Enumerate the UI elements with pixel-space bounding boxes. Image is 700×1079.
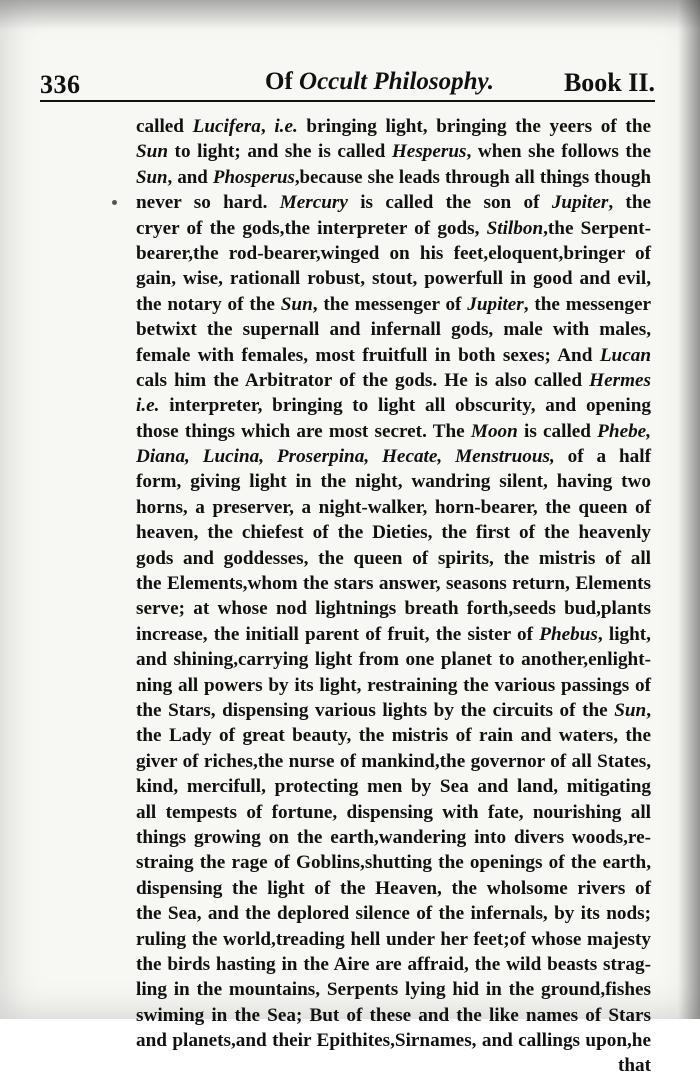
- marginal-mark: [112, 200, 117, 205]
- text-line: [136, 495, 651, 520]
- text-line: [136, 1053, 651, 1078]
- text-run: , and: [167, 166, 213, 188]
- text-line: [136, 139, 651, 164]
- text-run: is called: [517, 420, 598, 442]
- text-run: and planets,and their Epithites,Sirnames, and callings upon,he: [136, 1030, 651, 1052]
- page-gutter-shadow: [678, 0, 700, 1019]
- text-line: [136, 190, 651, 215]
- body-text: [136, 114, 651, 1079]
- text-run: called: [136, 116, 193, 137]
- italic-run: Phosperus: [212, 166, 295, 188]
- text-run: things growing on the earth,wandering into divers woods,re-: [136, 826, 651, 848]
- italic-run: Hermes: [589, 369, 651, 391]
- text-run: the notary of the: [136, 293, 281, 315]
- header-rule: [40, 100, 655, 102]
- text-line: [136, 825, 651, 850]
- italic-run: Jupiter: [467, 293, 524, 315]
- italic-run: i.e.: [136, 395, 160, 417]
- text-line: [136, 952, 651, 977]
- text-run: bearer,the rod-bearer,winged on his feet,eloquent,bringer of: [136, 242, 651, 264]
- text-run: swiming in the Sea; But of these and the like names of Stars: [136, 1004, 651, 1026]
- text-line: [136, 469, 651, 494]
- text-line: [136, 596, 651, 621]
- text-run: gain, wise, rationall robust, stout, powerfull in good and evil,: [136, 268, 651, 290]
- text-run: female with females, most fruitfull in both sexes; And: [136, 344, 600, 366]
- text-line: [136, 774, 651, 799]
- italic-run: Sun: [614, 699, 647, 721]
- text-line: [136, 749, 651, 774]
- text-run: that: [617, 1055, 651, 1077]
- text-line: [136, 520, 651, 545]
- text-run: to light; and she is called: [168, 141, 392, 163]
- italic-run: Moon: [470, 420, 518, 442]
- text-run: the Stars, dispensing various lights by the circuits of the: [136, 699, 615, 721]
- text-line: [136, 292, 651, 317]
- text-run: gods and goddesses, the queen of spirits, the mistris of all: [136, 547, 651, 569]
- text-line: [136, 977, 651, 1002]
- italic-run: Stilbon: [486, 217, 544, 239]
- text-run: betwixt the supernall and infernall gods, male with males,: [136, 319, 651, 341]
- text-run: , light,: [597, 623, 651, 645]
- text-run: the Lady of great beauty, the mistris of rain and waters, the: [136, 725, 651, 747]
- text-run: ,: [260, 116, 275, 137]
- text-run: , the messenger of: [312, 293, 468, 315]
- text-line: [136, 622, 651, 647]
- text-line: [136, 343, 651, 368]
- italic-run: Phebe,: [597, 420, 651, 442]
- text-line: [136, 647, 651, 672]
- text-run: cals him the Arbitrator of the gods. He is also called: [136, 369, 590, 391]
- text-run: ruling the world,treading hell under her feet;of whose majesty: [136, 928, 651, 950]
- text-line: [136, 165, 651, 190]
- text-run: serve; at whose nod lightnings breath forth,seeds bud,plants: [136, 598, 651, 620]
- text-run: interpreter, bringing to light all obscurity, and opening: [159, 395, 651, 417]
- page-number: 336: [40, 70, 81, 99]
- text-line: [136, 266, 651, 291]
- text-line: [136, 216, 651, 241]
- text-line: [136, 927, 651, 952]
- text-line: [136, 444, 651, 469]
- text-run: the Elements,whom the stars answer, seasons return, Elements: [136, 573, 651, 595]
- text-line: [136, 1003, 651, 1028]
- italic-run: Sun: [136, 166, 168, 188]
- text-run: bringing light, bringing the yeers of the: [297, 116, 652, 137]
- italic-run: Diana, Lucina, Proserpina, Hecate, Menstruous,: [136, 446, 555, 468]
- italic-run: Hesperus: [391, 141, 467, 163]
- text-run: ,: [646, 699, 651, 721]
- page-top-shadow: [0, 0, 700, 30]
- running-title: [265, 68, 494, 96]
- italic-run: Mercury: [279, 192, 348, 214]
- text-run: the birds hasting in the Aire are affraid, the wild beasts strag-: [136, 953, 651, 975]
- text-run: increase, the initiall parent of fruit, the sister of: [136, 623, 540, 645]
- book-label: Book II.: [563, 68, 655, 97]
- text-run: and shining,carrying light from one planet to another,enlight-: [136, 649, 651, 671]
- text-run: dispensing the light of the Heaven, the wholsome rivers of: [136, 877, 651, 899]
- text-run: form, giving light in the night, wandring silent, having two: [136, 471, 651, 493]
- text-line: [136, 698, 651, 723]
- text-run: ,the Serpent-: [543, 217, 651, 239]
- text-run: , the: [608, 192, 652, 214]
- text-line: [136, 673, 651, 698]
- text-run: cryer of the gods,the interpreter of gods,: [136, 217, 487, 239]
- italic-run: Lucifera: [192, 116, 261, 137]
- text-run: the Sea, and the deplored silence of the infernals, by its nods;: [136, 903, 651, 925]
- text-line: [136, 876, 651, 901]
- text-run: those things which are most secret. The: [136, 420, 471, 442]
- italic-run: Sun: [136, 141, 169, 163]
- text-run: horns, a preserver, a night-walker, horn-bearer, the queen of: [136, 496, 651, 518]
- text-line: [136, 571, 651, 596]
- text-run: , the messenger: [523, 293, 652, 315]
- italic-run: Phebus: [539, 623, 598, 645]
- text-run: is called the son of: [347, 192, 552, 214]
- text-run: ning all powers by its light, restraining the various passings of: [136, 674, 651, 696]
- text-line: [136, 419, 651, 444]
- text-line: [136, 114, 651, 139]
- text-run: kind, mercifull, protecting men by Sea and land, mitigating: [136, 776, 651, 798]
- running-title-prefix: Of: [265, 68, 293, 95]
- italic-run: i.e.: [274, 116, 298, 137]
- text-line: [136, 393, 651, 418]
- running-title-main: Occult Philosophy.: [299, 68, 494, 95]
- text-run: , when she follows the: [466, 141, 651, 163]
- text-run: never so hard.: [136, 192, 280, 214]
- text-line: [136, 241, 651, 266]
- text-run: heaven, the chiefest of the Dieties, the first of the heavenly: [136, 522, 651, 544]
- text-line: [136, 317, 651, 342]
- italic-run: Sun: [280, 293, 313, 315]
- text-run: ling in the mountains, Serpents lying hid in the ground,fishes: [136, 979, 651, 1001]
- italic-run: Lucan: [599, 344, 651, 366]
- text-run: straing the rage of Goblins,shutting the openings of the earth,: [136, 852, 651, 874]
- italic-run: Jupiter: [551, 192, 609, 214]
- text-line: [136, 723, 651, 748]
- text-line: [136, 901, 651, 926]
- text-run: ,because she leads through all things though: [294, 166, 651, 188]
- text-line: [136, 368, 651, 393]
- text-line: [136, 1028, 651, 1053]
- text-line: [136, 850, 651, 875]
- running-header: [40, 62, 655, 98]
- text-line: [136, 546, 651, 571]
- text-run: of a half: [554, 446, 651, 468]
- text-line: [136, 800, 651, 825]
- text-run: giver of riches,the nurse of mankind,the governor of all States,: [136, 750, 651, 772]
- text-run: all tempests of fortune, dispensing with fate, nourishing all: [136, 801, 651, 823]
